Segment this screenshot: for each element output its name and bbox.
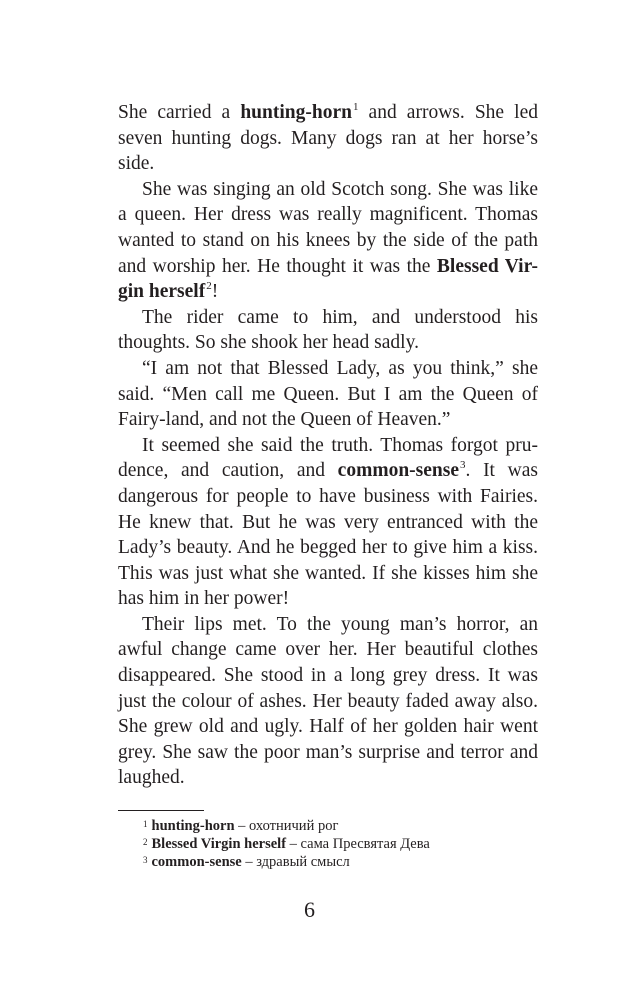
text-line: has him in her power! bbox=[118, 588, 290, 610]
page-number: 6 bbox=[304, 897, 315, 922]
text-line: thoughts. So she shook her head sadly. bbox=[118, 332, 419, 354]
text-line: grey. She saw the poor man’s surprise and terror and bbox=[118, 741, 538, 763]
text-line: dence, and caution, and common-sense$^3$. It was bbox=[118, 459, 538, 482]
text-line: dangerous for people to have business with Fairies. bbox=[118, 485, 538, 507]
text-line: disappeared. She stood in a long grey dress. It was bbox=[118, 665, 538, 687]
text-line: gin herself$^2$! bbox=[118, 280, 219, 303]
text-line: He knew that. But he was very entranced with the bbox=[118, 511, 538, 533]
text-line: just the colour of ashes. Her beauty faded away also. bbox=[118, 690, 538, 712]
footnote: $^1$ hunting-horn – охотничий рог bbox=[143, 818, 339, 834]
footnote: $^3$ common-sense – здравый смысл bbox=[143, 854, 350, 870]
footnotes bbox=[143, 817, 523, 871]
text-line: She was singing an old Scotch song. She was like bbox=[142, 178, 538, 200]
text-line: side. bbox=[118, 153, 155, 175]
text-line: awful change came over her. Her beautiful clothes bbox=[118, 639, 538, 661]
footnote-divider bbox=[118, 810, 204, 811]
text-line: Fairy-land, and not the Queen of Heaven.” bbox=[118, 409, 451, 431]
text-line: It seemed she said the truth. Thomas forgot pru- bbox=[142, 434, 538, 456]
text-line: Their lips met. To the young man’s horror, an bbox=[142, 613, 538, 635]
text-line: This was just what she wanted. If she kisses him she bbox=[118, 562, 538, 584]
text-line: a queen. Her dress was really magnificent. Thomas bbox=[118, 204, 538, 226]
text-line: She carried a hunting-horn$^1$ and arrows. She led bbox=[118, 101, 538, 123]
text-line: laughed. bbox=[118, 767, 185, 789]
text-line: and worship her. He thought it was the Blessed Vir- bbox=[118, 255, 538, 277]
text-line: The rider came to him, and understood his bbox=[142, 306, 538, 328]
text-line: Lady’s beauty. And he begged her to give him a kiss. bbox=[118, 537, 538, 559]
text-line: seven hunting dogs. Many dogs ran at her horse’s bbox=[118, 127, 538, 149]
footnote: $^2$ Blessed Virgin herself – сама Пресвятая Дева bbox=[143, 836, 430, 852]
text-line: wanted to stand on his knees by the side of the path bbox=[118, 229, 538, 251]
text-line: She grew old and ugly. Half of her golden hair went bbox=[118, 716, 538, 738]
body-text bbox=[118, 100, 538, 791]
text-line: “I am not that Blessed Lady, as you think,” she bbox=[142, 357, 538, 379]
text-line: said. “Men call me Queen. But I am the Queen of bbox=[118, 383, 538, 405]
